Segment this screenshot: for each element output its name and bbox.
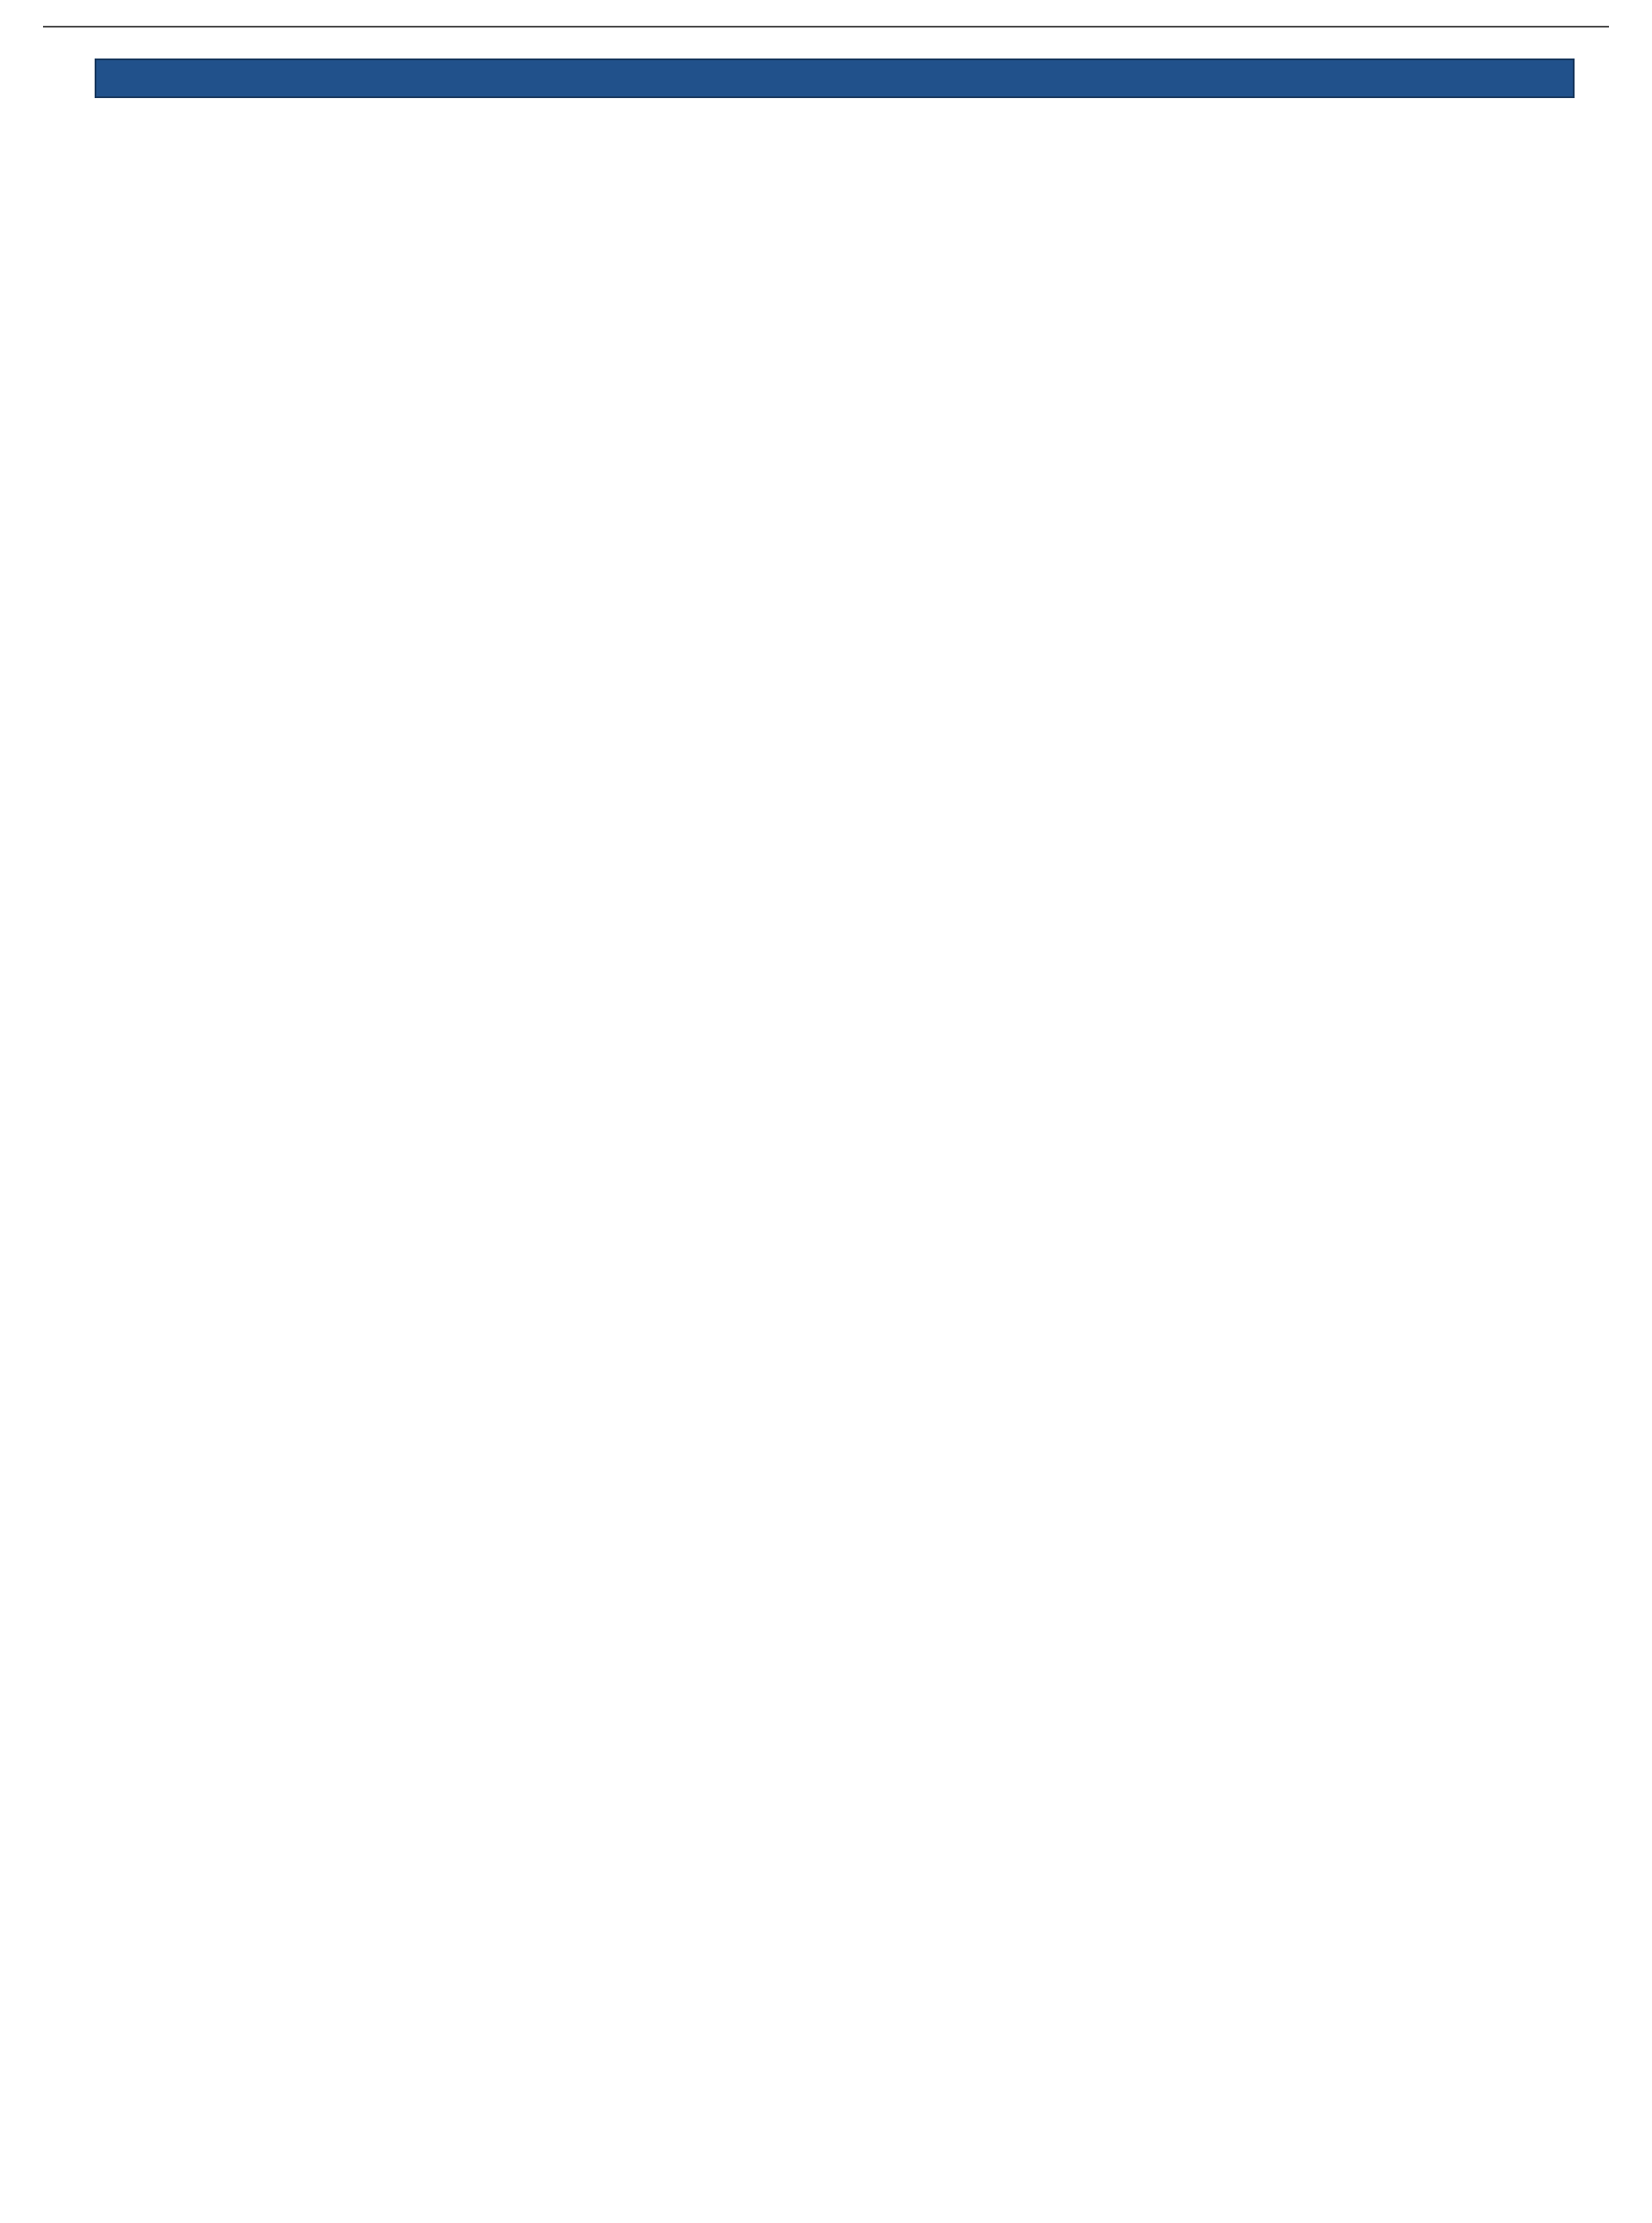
title-divider	[43, 26, 1609, 28]
report-content	[95, 58, 1575, 98]
report-page	[0, 26, 1652, 2223]
report-banner	[95, 58, 1575, 98]
